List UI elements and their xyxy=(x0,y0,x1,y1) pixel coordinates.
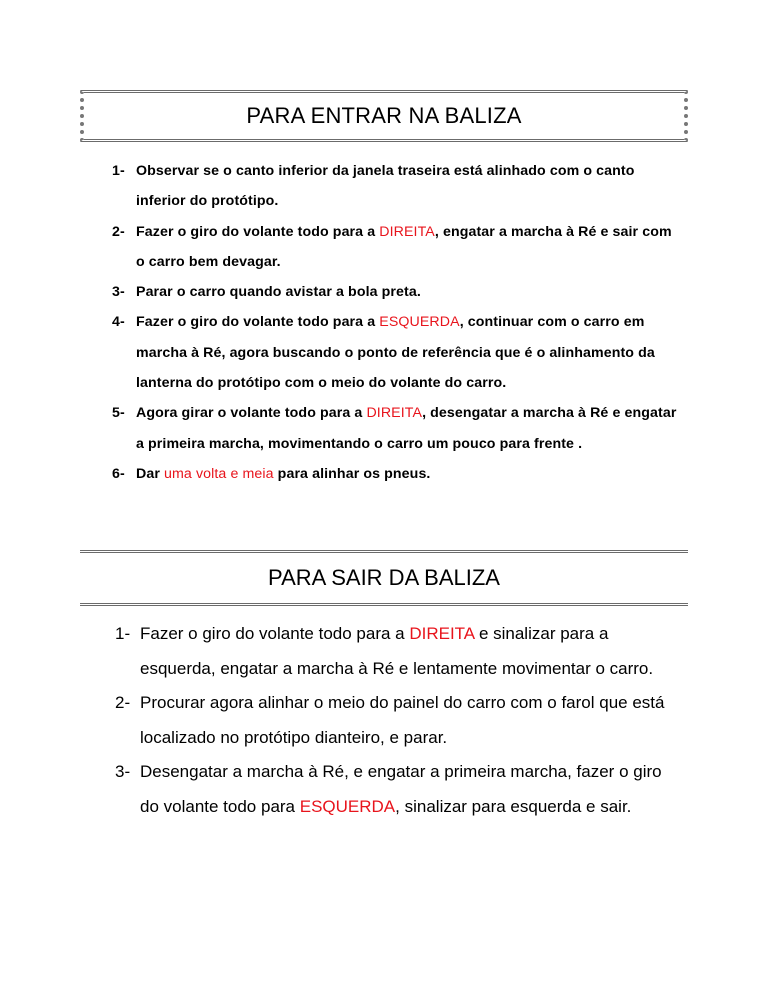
highlight-text: ESQUERDA xyxy=(299,796,396,816)
section2-bottom-rule xyxy=(80,603,688,606)
item-text xyxy=(136,307,682,398)
section2-title: PARA SAIR DA BALIZA xyxy=(268,565,500,590)
item-number: 5- xyxy=(112,405,125,422)
item-text xyxy=(136,277,682,307)
item-text xyxy=(140,617,675,686)
item-text xyxy=(136,398,682,459)
section2-list xyxy=(115,617,675,824)
item-text-segment: , continuar com o carro em marcha à Ré, agora buscando o ponto de referência que é o alinhamento da lanterna do protótipo com o meio do volante do carro. xyxy=(136,314,655,392)
item-number: 6- xyxy=(112,465,125,482)
item-number: 1- xyxy=(115,624,131,643)
section1-title-box xyxy=(80,90,688,142)
highlight-text: uma volta e meia xyxy=(164,465,274,482)
highlight-text: DIREITA xyxy=(409,624,475,643)
section1-list-item xyxy=(112,459,682,489)
highlight-text: ESQUERDA xyxy=(379,314,460,331)
section2-top-rule xyxy=(80,550,688,553)
item-text-segment: Agora girar o volante todo para a xyxy=(136,405,367,422)
item-text-segment: Observar se o canto inferior da janela traseira está alinhado com o canto inferior do protótipo. xyxy=(136,163,635,210)
item-text xyxy=(136,217,682,278)
item-text-segment: Parar o carro quando avistar a bola preta. xyxy=(136,284,421,301)
item-text-segment: Dar xyxy=(136,465,164,482)
section1-list-item xyxy=(112,307,682,398)
item-text-segment: , engatar a marcha à Ré e sair com o carro bem devagar. xyxy=(136,223,672,270)
highlight-text: DIREITA xyxy=(379,223,435,240)
item-text-segment: Fazer o giro do volante todo para a xyxy=(136,223,380,240)
item-text xyxy=(140,686,675,755)
item-text-segment: Desengatar a marcha à Ré, e engatar a primeira marcha, fazer o giro do volante todo para xyxy=(140,762,662,816)
section1-title: PARA ENTRAR NA BALIZA xyxy=(246,103,522,128)
item-number: 4- xyxy=(112,314,125,331)
item-number: 2- xyxy=(112,223,125,240)
item-text xyxy=(140,755,675,824)
item-text xyxy=(136,156,682,217)
item-text-segment: , sinalizar para esquerda e sair. xyxy=(395,796,632,816)
item-number: 1- xyxy=(112,163,125,179)
item-text-segment: para alinhar os pneus. xyxy=(273,465,431,482)
section2-list-item xyxy=(115,617,675,686)
item-text-segment: Procurar agora alinhar o meio do painel do carro com o farol que está localizado no protótipo dianteiro, e parar. xyxy=(140,693,665,747)
item-text-segment: , desengatar a marcha à Ré e engatar a primeira marcha, movimentando o carro um pouco para frente . xyxy=(136,405,677,452)
section1-list xyxy=(112,156,682,489)
item-text-segment: Fazer o giro do volante todo para a xyxy=(140,624,410,643)
item-number: 3- xyxy=(112,284,125,301)
item-text xyxy=(136,459,682,489)
section1-list-item xyxy=(112,217,682,278)
item-text-segment: e sinalizar para a esquerda, engatar a marcha à Ré e lentamente movimentar o carro. xyxy=(140,624,654,678)
section1-list-item xyxy=(112,398,682,459)
item-number: 2- xyxy=(115,693,131,712)
item-number: 3- xyxy=(115,762,131,781)
section2-list-item xyxy=(115,686,675,755)
section1-list-item xyxy=(112,277,682,307)
highlight-text: DIREITA xyxy=(366,405,423,422)
section1-list-item xyxy=(112,156,682,217)
section2-list-item xyxy=(115,755,675,824)
item-text-segment: Fazer o giro do volante todo para a xyxy=(136,314,380,331)
